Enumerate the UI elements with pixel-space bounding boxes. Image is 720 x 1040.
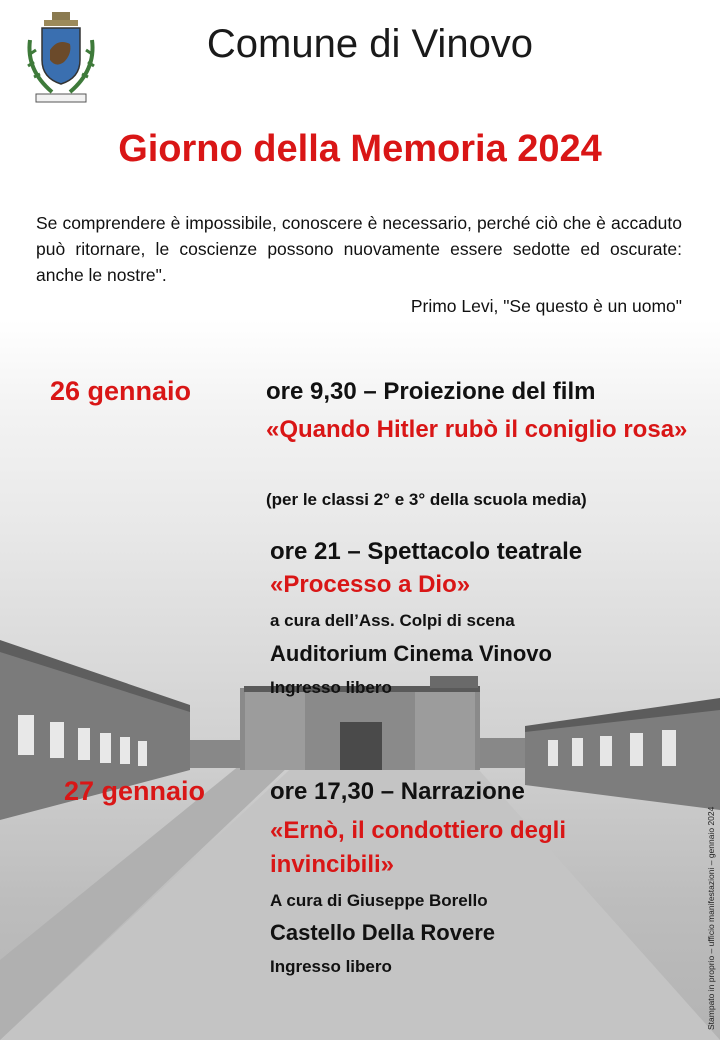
event2-venue: Auditorium Cinema Vinovo <box>270 641 552 666</box>
event3-venue: Castello Della Rovere <box>270 920 495 945</box>
event3-organizer: A cura di Giuseppe Borello <box>270 891 488 910</box>
quote-text: Se comprendere è impossibile, conoscere è necessario, perché ciò che è accaduto può ritornare, le coscienze possono nuovamente essere sedotte ed oscurate: anche le nostre". <box>36 213 682 285</box>
event1-title: «Quando Hitler rubò il coniglio rosa» <box>266 416 688 443</box>
event2-organizer: a cura dell’Ass. Colpi di scena <box>270 611 515 630</box>
event1-note: (per le classi 2° e 3° della scuola media) <box>266 490 587 509</box>
municipality-title: Comune di Vinovo <box>206 22 534 66</box>
event2-time: ore 21 – Spettacolo teatrale <box>270 538 583 565</box>
event3-entry: Ingresso libero <box>270 957 392 976</box>
quote-attribution: Primo Levi, "Se questo è un uomo" <box>410 296 682 316</box>
event2-entry: Ingresso libero <box>270 678 392 697</box>
municipal-crest-icon <box>22 10 100 110</box>
event-title: Giorno della Memoria 2024 <box>118 128 602 170</box>
print-note: Stampato in proprio – ufficio manifestazioni – gennaio 2024 <box>706 806 716 1030</box>
event2-title: «Processo a Dio» <box>270 571 471 598</box>
date-27-january: 27 gennaio <box>64 776 206 806</box>
event1-time: ore 9,30 – Proiezione del film <box>266 378 596 405</box>
date-26-january: 26 gennaio <box>50 376 192 406</box>
event3-title: «Ernò, il condottiero degli invincibili» <box>270 817 567 878</box>
event3-time: ore 17,30 – Narrazione <box>270 778 525 805</box>
